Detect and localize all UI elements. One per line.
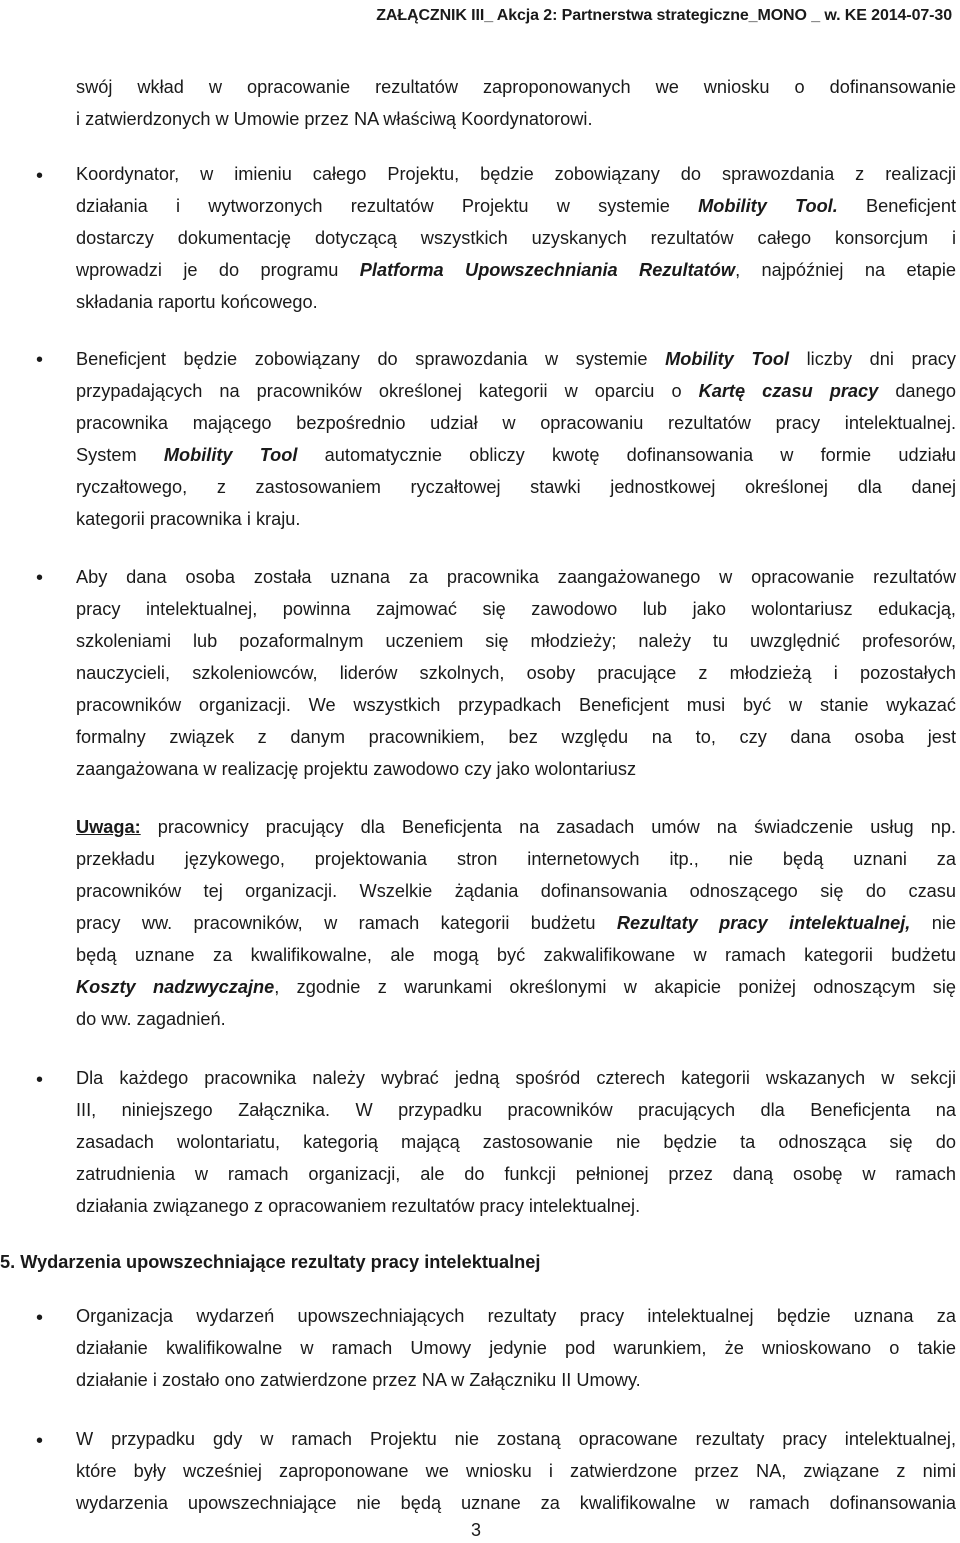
document-header: ZAŁĄCZNIK III_ Akcja 2: Partnerstwa strategiczne_MONO _ w. KE 2014-07-30 (376, 7, 952, 24)
text-line: Organizacja wydarzeń upowszechniających rezultaty pracy intelektualnej będzie uznana za (76, 1306, 956, 1326)
bullet-icon: • (36, 165, 44, 187)
text-line: przypadających na pracowników określonej kategorii w oparciu o Kartę czasu pracy danego (76, 381, 957, 401)
text-line: pracy ww. pracowników, w ramach kategorii budżetu Rezultaty pracy intelektualnej, nie (76, 913, 956, 933)
text-line: pracownika mającego bezpośrednio udział w opracowaniu rezultatów pracy intelektualnej. (76, 413, 956, 433)
bullet-paragraph-categories (76, 1062, 956, 1222)
page-number: 3 (471, 1520, 482, 1540)
text-line: przekładu językowego, projektowania stron internetowych itp., nie będą uznani za (76, 849, 956, 869)
text-line: i zatwierdzonych w Umowie przez NA właściwą Koordynatorowi. (76, 109, 593, 129)
bullet-paragraph-coordinator (76, 158, 956, 318)
text-line: wprowadzi je do programu Platforma Upowszechniania Rezultatów, najpóźniej na etapie (76, 260, 957, 280)
text-line: swój wkład w opracowanie rezultatów zaproponowanych we wniosku o dofinansowanie (76, 77, 956, 97)
text-line: działanie i zostało ono zatwierdzone przez NA w Załączniku II Umowy. (76, 1370, 641, 1390)
text-line: W przypadku gdy w ramach Projektu nie zostaną opracowane rezultaty pracy intelektualnej, (76, 1429, 956, 1449)
note-paragraph (76, 811, 956, 1035)
text-line: III, niniejszego Załącznika. W przypadku pracowników pracujących dla Beneficjenta na (76, 1100, 956, 1120)
bullet-paragraph-staff-definition (76, 561, 956, 785)
text-line: pracowników organizacji. We wszystkich przypadkach Beneficjent musi być w stanie wykazać (76, 695, 956, 715)
bullet-icon: • (36, 567, 44, 589)
bullet-icon: • (36, 1430, 44, 1452)
text-line: kategorii pracownika i kraju. (76, 509, 301, 529)
text-line: zasadach wolontariatu, kategorią mającą zastosowanie nie będzie ta odnosząca się do (76, 1132, 956, 1152)
text-line: działanie kwalifikowalne w ramach Umowy jedynie pod warunkiem, że wnioskowano o takie (76, 1338, 956, 1358)
text-line: Aby dana osoba została uznana za pracownika zaangażowanego w opracowanie rezultatów (76, 567, 956, 587)
text-line: ryczałtowego, z zastosowaniem ryczałtowej stawki jednostkowej określonej dla danej (76, 477, 956, 497)
text-line: które były wcześniej zaproponowane we wniosku i zatwierdzone przez NA, związane z nimi (76, 1461, 956, 1481)
text-line: pracowników tej organizacji. Wszelkie żądania dofinansowania odnoszącego się do czasu (76, 881, 956, 901)
text-line: System Mobility Tool automatycznie obliczy kwotę dofinansowania w formie udziału (76, 445, 956, 465)
text-line: Beneficjent będzie zobowiązany do sprawozdania w systemie Mobility Tool liczby dni pracy (76, 349, 956, 369)
text-line: pracy intelektualnej, powinna zajmować się zawodowo lub jako wolontariusz edukacją, (76, 599, 956, 619)
bullet-icon: • (36, 1069, 44, 1091)
text-line: wydarzenia upowszechniające nie będą uznane za kwalifikowalne w ramach dofinansowania (76, 1493, 956, 1513)
bullet-paragraph-events (76, 1300, 956, 1396)
bullet-icon: • (36, 349, 44, 371)
bullet-paragraph-no-results (76, 1423, 956, 1519)
bullet-icon: • (36, 1307, 44, 1329)
text-line: do ww. zagadnień. (76, 1009, 226, 1029)
text-line: formalny związek z danym pracownikiem, bez względu na to, czy dana osoba jest (76, 727, 956, 747)
text-line: Dla każdego pracownika należy wybrać jedną spośród czterech kategorii wskazanych w sekcji (76, 1068, 956, 1088)
text-line: zaangażowana w realizację projektu zawodowo czy jako wolontariusz (76, 759, 637, 779)
text-line: składania raportu końcowego. (76, 292, 318, 312)
note-label: Uwaga: (76, 817, 141, 837)
text-line: nauczycieli, szkoleniowców, liderów szkolnych, osoby pracujące z młodzieżą i pozostałych (76, 663, 956, 683)
text-line: działania związanego z opracowaniem rezultatów pracy intelektualnej. (76, 1196, 641, 1216)
text-line: działania i wytworzonych rezultatów Projektu w systemie Mobility Tool. Beneficjent (76, 196, 957, 216)
text-line: będą uznane za kwalifikowalne, ale mogą być zakwalifikowane w ramach kategorii budżetu (76, 945, 956, 965)
text-line: Uwaga: pracownicy pracujący dla Beneficjenta na zasadach umów na świadczenie usług np. (76, 817, 956, 837)
section-heading: 5. Wydarzenia upowszechniające rezultaty pracy intelektualnej (0, 1252, 541, 1272)
text-line: szkoleniami lub pozaformalnym uczeniem się młodzieży; należy tu uwzględnić profesorów, (76, 631, 956, 651)
paragraph-continuation (76, 71, 956, 135)
text-line: dostarczy dokumentację dotyczącą wszystkich uzyskanych rezultatów całego konsorcjum i (76, 228, 956, 248)
text-line: zatrudnienia w ramach organizacji, ale do funkcji pełnionej przez daną osobę w ramach (76, 1164, 956, 1184)
bullet-paragraph-beneficiary-reporting (76, 343, 956, 535)
text-line: Koszty nadzwyczajne, zgodnie z warunkami określonymi w akapicie poniżej odnoszącym się (76, 977, 956, 997)
text-line: Koordynator, w imieniu całego Projektu, będzie zobowiązany do sprawozdania z realizacji (76, 164, 956, 184)
